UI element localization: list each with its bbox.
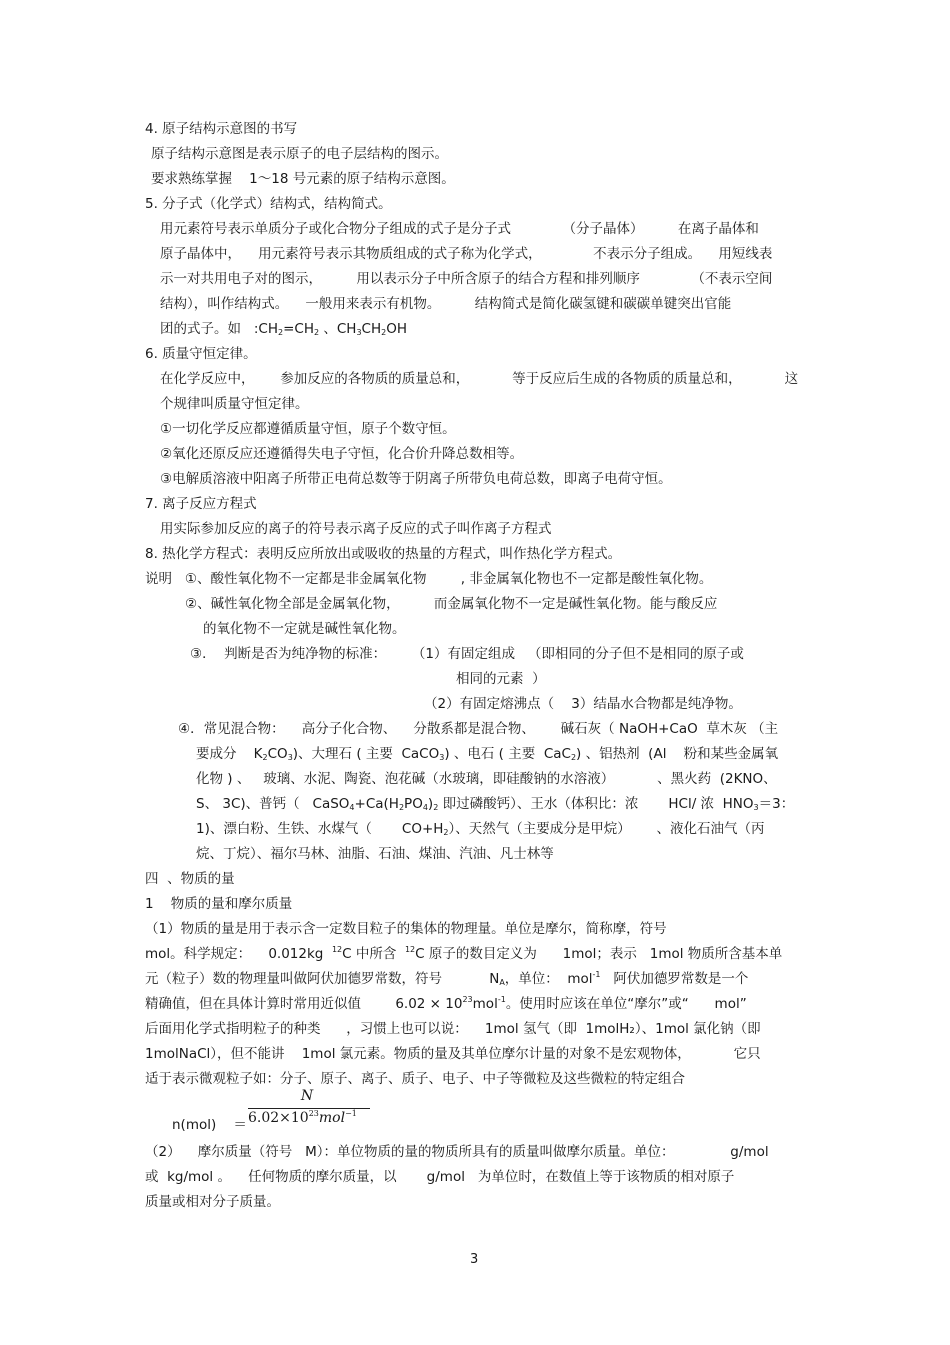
note-line: 的氧化物不一定就是碱性氧化物。 <box>203 621 406 637</box>
paragraph-line-formula: 元（粒子）数的物理量叫做阿伏加德罗常数，符号 $N_A$，单位： mol$^{-1}$ 阿伏加德罗常数是一个 <box>145 970 749 987</box>
paragraph-line: 要求熟练掌握 1～18 号元素的原子结构示意图。 <box>151 171 455 187</box>
heading-mass-conservation: 6. 质量守恒定律。 <box>145 346 257 362</box>
note-line: ③． 判断是否为纯净物的标准： （1）有固定组成 （即相同的分子但不是相同的原子或 <box>190 646 744 662</box>
paragraph-line: 用元素符号表示单质分子或化合物分子组成的式子是分子式 （分子晶体） 在离子晶体和 <box>160 221 759 237</box>
note-line: ④．常见混合物： 高分子化合物、 分散系都是混合物、 碱石灰（ NaOH+CaO 草木灰 （主 <box>178 721 779 737</box>
paragraph-line: 原子晶体中， 用元素符号表示其物质组成的式子称为化学式， 不表示分子组成。 用短线表 <box>160 246 773 262</box>
paragraph-line: （1）物质的量是用于表示含一定数目粒子的集体的物理量。单位是摩尔，简称摩，符号 <box>145 921 667 937</box>
formula-denominator: $6.02\times 10^{23}mol^{-1}$ <box>248 1109 357 1126</box>
paragraph-line: 适于表示微观粒子如：分子、原子、离子、质子、电子、中子等微粒及这些微粒的特定组合 <box>145 1071 685 1087</box>
list-item: ①一切化学反应都遵循质量守恒，原子个数守恒。 <box>160 421 456 437</box>
formula-lhs: n(mol) ＝ <box>172 1117 247 1133</box>
paragraph-line: 用实际参加反应的离子的符号表示离子反应的式子叫作离子方程式 <box>160 521 552 537</box>
heading-atom-structure: 4. 原子结构示意图的书写 <box>145 121 298 137</box>
heading-thermochemical: 8. 热化学方程式：表明反应所放出或吸收的热量的方程式，叫作热化学方程式。 <box>145 546 622 562</box>
note-line: 烷、丁烷）、福尔马林、油脂、石油、煤油、汽油、凡士林等 <box>196 846 554 862</box>
paragraph-line-formula: 精确值，但在具体计算时常用近似值 $6.02 \times 10^{23}mol^{-1}$。使用时应该在单位“摩尔”或“ mol” <box>145 995 747 1012</box>
note-line: 化物 ) 、 玻璃、水泥、陶瓷、泡花碱（水玻璃，即硅酸钠的水溶液） 、黑火药 (2KNO、 <box>196 771 777 787</box>
paragraph-line: 1molNaCl），但不能讲 1mol 氯元素。物质的量及其单位摩尔计量的对象不是宏观物体， 它只 <box>145 1046 761 1062</box>
paragraph-line: 结构），叫作结构式。 一般用来表示有机物。 结构简式是简化碳氢键和碳碳单键突出官能 <box>160 296 732 312</box>
paragraph-line-formula: 团的式子。如 $:CH_2=CH_2$ 、$CH_3CH_2OH$ <box>160 321 407 337</box>
paragraph-line: （2） 摩尔质量（符号 M）：单位物质的量的物质所具有的质量叫做摩尔质量。单位： g/mol <box>145 1144 769 1160</box>
note-line-formula: 1)、漂白粉、生铁、水煤气（ $CO+H_2$）、天然气（主要成分是甲烷） 、液化石油气（丙 <box>196 821 765 837</box>
paragraph-line: 质量或相对分子质量。 <box>145 1194 280 1210</box>
heading-molecular-formula: 5. 分子式（化学式）结构式，结构简式。 <box>145 196 392 212</box>
note-line-formula: 要成分 $K_2CO_3$)、大理石 ( 主要 CaCO$_3$) 、电石 ( 主要 CaC$_2$) 、铝热剂 (Al 粉和某些金属氧 <box>196 746 779 762</box>
list-item: ③电解质溶液中阳离子所带正电荷总数等于阴离子所带负电荷总数，即离子电荷守恒。 <box>160 471 672 487</box>
paragraph-line: 个规律叫质量守恒定律。 <box>160 396 309 412</box>
note-line-formula: S、 3C)、普钙（ $CaSO_4+Ca(H_2PO_4)_2$ 即过磷酸钙）、王水（体积比：浓 HCl/ 浓 $HNO_3=3$： <box>196 796 795 812</box>
note-line: ②、碱性氧化物全部是金属氧化物， 而金属氧化物不一定是碱性氧化物。能与酸反应 <box>185 596 718 612</box>
section-heading-amount-of-substance: 四 、物质的量 <box>145 871 235 887</box>
formula-numerator: N <box>300 1088 314 1104</box>
subheading-molar-mass: 1 物质的量和摩尔质量 <box>145 896 293 912</box>
paragraph-line: 在化学反应中， 参加反应的各物质的质量总和， 等于反应后生成的各物质的质量总和， 这 <box>160 371 799 387</box>
paragraph-line-formula: mol。科学规定： 0.012kg $^{12}$C 中所含 $^{12}$C 原子的数目定义为 1mol；表示 1mol 物质所含基本单 <box>145 945 783 962</box>
paragraph-line: 示一对共用电子对的图示， 用以表示分子中所含原子的结合方程和排列顺序 （不表示空间 <box>160 271 773 287</box>
paragraph-line: 或 kg/mol 。 任何物质的摩尔质量，以 g/mol 为单位时，在数值上等于该物质的相对原子 <box>145 1169 735 1185</box>
formula-fraction <box>244 1088 370 1128</box>
note-line: （2）有固定熔沸点（ 3）结晶水合物都是纯净物。 <box>424 696 742 712</box>
note-line: 说明 ①、酸性氧化物不一定都是非金属氧化物 , 非金属氧化物也不一定都是酸性氧化物。 <box>145 571 713 587</box>
list-item: ②氧化还原反应还遵循得失电子守恒，化合价升降总数相等。 <box>160 446 524 462</box>
note-line: 相同的元素 ） <box>456 671 546 687</box>
paragraph-line: 原子结构示意图是表示原子的电子层结构的图示。 <box>151 146 448 162</box>
paragraph-line: 后面用化学式指明粒子的种类 ，习惯上也可以说： 1mol 氢气（即 1molH₂）、1mol 氯化钠（即 <box>145 1021 761 1037</box>
page-number: 3 <box>470 1252 479 1267</box>
heading-ionic-equation: 7. 离子反应方程式 <box>145 496 257 512</box>
